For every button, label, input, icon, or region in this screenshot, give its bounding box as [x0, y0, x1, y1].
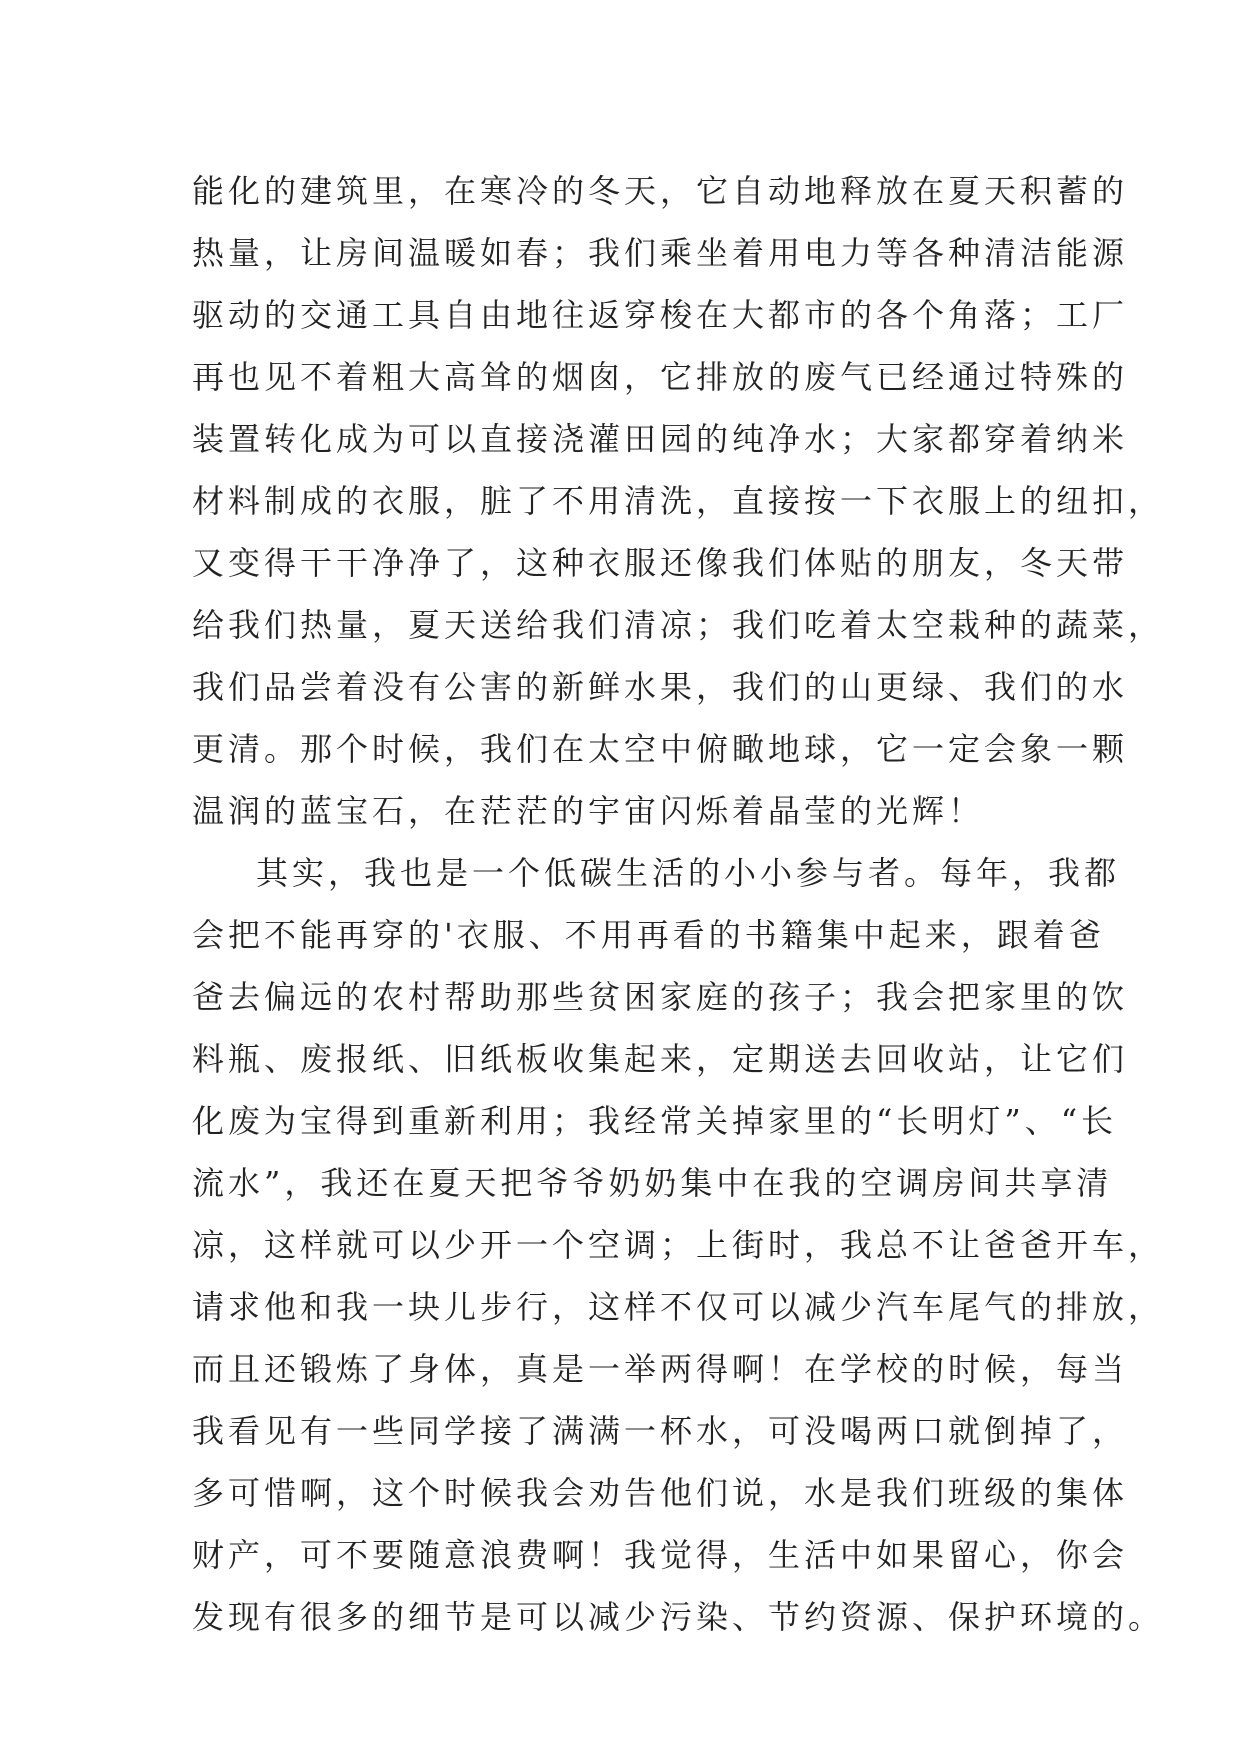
text-line: 装置转化成为可以直接浇灌田园的纯净水；大家都穿着纳米 — [192, 420, 1129, 458]
text-line: 料瓶、废报纸、旧纸板收集起来，定期送去回收站，让它们 — [192, 1040, 1129, 1078]
text-line: 材料制成的衣服，脏了不用清洗，直接按一下衣服上的纽扣， — [192, 482, 1165, 520]
text-line: 驱动的交通工具自由地往返穿梭在大都市的各个角落；工厂 — [192, 296, 1129, 334]
text-line: 多可惜啊，这个时候我会劝告他们说，水是我们班级的集体 — [192, 1474, 1129, 1512]
text-line: 化废为宝得到重新利用；我经常关掉家里的“长明灯”、“长 — [192, 1102, 1118, 1140]
text-line: 请求他和我一块儿步行，这样不仅可以减少汽车尾气的排放， — [192, 1288, 1165, 1326]
text-line: 财产，可不要随意浪费啊！我觉得，生活中如果留心，你会 — [192, 1536, 1129, 1574]
body-text — [192, 160, 1165, 1648]
text-line: 发现有很多的细节是可以减少污染、节约资源、保护环境的。 — [192, 1598, 1165, 1636]
text-line: 又变得干干净净了，这种衣服还像我们体贴的朋友，冬天带 — [192, 544, 1129, 582]
text-line: 爸去偏远的农村帮助那些贫困家庭的孩子；我会把家里的饮 — [192, 978, 1129, 1016]
text-line: 流水”，我还在夏天把爷爷奶奶集中在我的空调房间共享清 — [192, 1164, 1113, 1202]
text-line: 给我们热量，夏天送给我们清凉；我们吃着太空栽种的蔬菜， — [192, 606, 1165, 644]
text-line: 而且还锻炼了身体，真是一举两得啊！在学校的时候，每当 — [192, 1350, 1129, 1388]
text-line: 会把不能再穿的'衣服、不用再看的书籍集中起来，跟着爸 — [192, 916, 1105, 954]
text-line: 热量，让房间温暖如春；我们乘坐着用电力等各种清洁能源 — [192, 234, 1129, 272]
text-line: 温润的蓝宝石，在茫茫的宇宙闪烁着晶莹的光辉！ — [192, 792, 985, 830]
text-line: 凉，这样就可以少开一个空调；上街时，我总不让爸爸开车， — [192, 1226, 1165, 1264]
text-line: 再也见不着粗大高耸的烟囱，它排放的废气已经通过特殊的 — [192, 358, 1129, 396]
text-line: 我看见有一些同学接了满满一杯水，可没喝两口就倒掉了， — [192, 1412, 1129, 1450]
text-line: 更清。那个时候，我们在太空中俯瞰地球，它一定会象一颗 — [192, 730, 1129, 768]
paragraph-start-line: 其实，我也是一个低碳生活的小小参与者。每年，我都 — [256, 854, 1121, 892]
text-line: 我们品尝着没有公害的新鲜水果，我们的山更绿、我们的水 — [192, 668, 1129, 706]
text-line: 能化的建筑里，在寒冷的冬天，它自动地释放在夏天积蓄的 — [192, 172, 1129, 210]
